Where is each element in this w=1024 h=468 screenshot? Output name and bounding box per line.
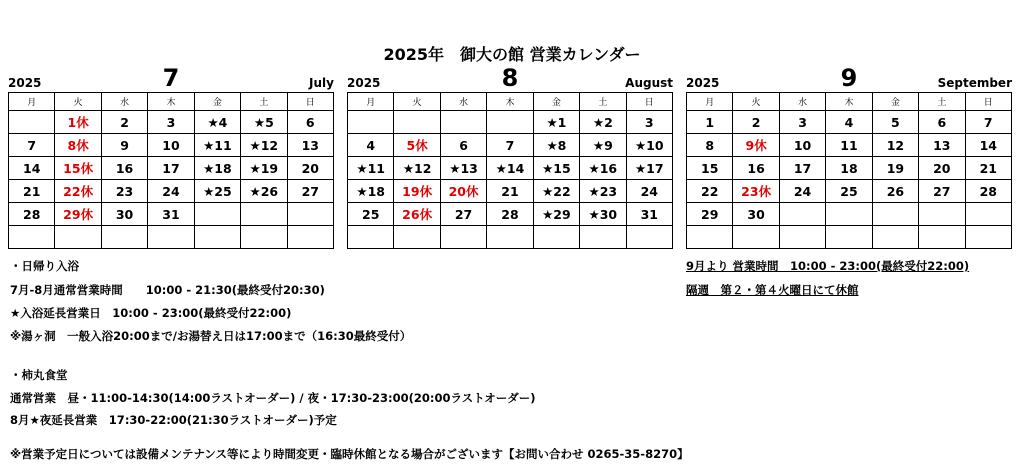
calendar-empty-cell xyxy=(826,203,872,226)
calendar-day-cell: 24 xyxy=(626,180,672,203)
bath-extended-hours: ★入浴延長営業日 10:00 - 23:00(最終受付22:00) xyxy=(10,306,292,320)
calendar-day-cell: 31 xyxy=(148,203,194,226)
calendar-day-cell: 27 xyxy=(440,203,486,226)
calendar-empty-cell xyxy=(487,111,533,134)
calendar-day-cell: 8 xyxy=(687,134,733,157)
calendar-empty-cell xyxy=(919,226,965,249)
bath-note: ※湯ヶ洞 一般入浴20:00まで/お湯替え日は17:00まで（16:30最終受付） xyxy=(10,329,412,343)
calendar-day-cell: 24 xyxy=(148,180,194,203)
calendar-month-number: 7 xyxy=(162,64,180,92)
calendar-day-cell: 21 xyxy=(965,157,1011,180)
calendar-closed-day-cell: 19休 xyxy=(394,180,440,203)
calendar-week-row xyxy=(9,134,334,157)
calendar-day-cell: 20 xyxy=(919,157,965,180)
calendar-day-cell: 17 xyxy=(779,157,825,180)
calendar-empty-cell xyxy=(872,226,918,249)
calendar-week-row xyxy=(687,157,1012,180)
calendar-grid xyxy=(8,92,334,249)
calendar-day-cell: 6 xyxy=(440,134,486,157)
calendar-empty-cell xyxy=(9,111,55,134)
calendar-empty-cell xyxy=(348,226,394,249)
calendar-day-cell: ★2 xyxy=(580,111,626,134)
calendar-week-row xyxy=(9,180,334,203)
calendar-empty-cell xyxy=(348,111,394,134)
weekday-header-row xyxy=(348,93,673,111)
calendar-empty-cell xyxy=(241,203,287,226)
calendar-day-cell: 12 xyxy=(872,134,918,157)
calendar-day-cell: 18 xyxy=(826,157,872,180)
calendar-day-cell: 14 xyxy=(965,134,1011,157)
calendar-day-cell: 27 xyxy=(919,180,965,203)
calendar-day-cell: 3 xyxy=(148,111,194,134)
calendar-day-cell: 5 xyxy=(872,111,918,134)
calendar-day-cell: ★19 xyxy=(241,157,287,180)
calendar-year: 2025 xyxy=(347,76,381,90)
calendar-day-cell: ★9 xyxy=(580,134,626,157)
calendar-header xyxy=(686,66,1012,92)
weekday-label: 日 xyxy=(287,93,333,111)
calendar-day-cell: 23 xyxy=(101,180,147,203)
calendar-day-cell: ★1 xyxy=(533,111,579,134)
calendar-closed-day-cell: 20休 xyxy=(440,180,486,203)
weekday-label: 月 xyxy=(9,93,55,111)
calendar-day-cell: 4 xyxy=(826,111,872,134)
calendar-day-cell: ★25 xyxy=(194,180,240,203)
weekday-label: 土 xyxy=(919,93,965,111)
calendar-week-row xyxy=(687,180,1012,203)
calendar-empty-cell xyxy=(533,226,579,249)
weekday-label: 火 xyxy=(394,93,440,111)
calendar-day-cell: 7 xyxy=(965,111,1011,134)
calendar-closed-day-cell: 26休 xyxy=(394,203,440,226)
calendar-day-cell: 29 xyxy=(687,203,733,226)
calendar-day-cell: 28 xyxy=(9,203,55,226)
calendar-grid xyxy=(347,92,673,249)
calendar-day-cell: ★29 xyxy=(533,203,579,226)
calendar-empty-cell xyxy=(733,226,779,249)
calendar-closed-day-cell: 1休 xyxy=(55,111,101,134)
calendar-day-cell: ★18 xyxy=(194,157,240,180)
calendar-day-cell: 16 xyxy=(101,157,147,180)
weekday-header-row xyxy=(687,93,1012,111)
weekday-label: 水 xyxy=(440,93,486,111)
calendar-empty-cell xyxy=(55,226,101,249)
weekday-label: 水 xyxy=(101,93,147,111)
calendar-day-cell: 19 xyxy=(872,157,918,180)
calendar-closed-day-cell: 5休 xyxy=(394,134,440,157)
calendar-day-cell: 2 xyxy=(101,111,147,134)
calendar-week-row xyxy=(348,203,673,226)
calendar-day-cell: 26 xyxy=(872,180,918,203)
calendar-empty-cell xyxy=(241,226,287,249)
calendar-day-cell: 13 xyxy=(287,134,333,157)
calendar-header xyxy=(347,66,673,92)
calendar-day-cell: ★23 xyxy=(580,180,626,203)
calendar-day-cell: ★16 xyxy=(580,157,626,180)
calendar-day-cell: 28 xyxy=(487,203,533,226)
calendar-empty-cell xyxy=(687,226,733,249)
calendar-day-cell: 3 xyxy=(779,111,825,134)
calendar-day-cell: 20 xyxy=(287,157,333,180)
calendar-empty-cell xyxy=(779,203,825,226)
bath-heading: ・日帰り入浴 xyxy=(10,259,79,273)
calendar-day-cell: 17 xyxy=(148,157,194,180)
calendar-day-cell: 4 xyxy=(348,134,394,157)
calendar-month-name: September xyxy=(937,76,1012,90)
calendar-august xyxy=(347,66,673,249)
calendar-week-row xyxy=(9,157,334,180)
calendar-empty-cell xyxy=(9,226,55,249)
calendar-day-cell: 11 xyxy=(826,134,872,157)
calendar-day-cell: 2 xyxy=(733,111,779,134)
calendar-day-cell: 22 xyxy=(687,180,733,203)
calendar-grid xyxy=(686,92,1012,249)
calendar-week-row xyxy=(687,111,1012,134)
calendar-empty-cell xyxy=(626,226,672,249)
calendar-day-cell: 13 xyxy=(919,134,965,157)
calendar-day-cell: 21 xyxy=(9,180,55,203)
calendar-week-row xyxy=(9,226,334,249)
weekday-header-row xyxy=(9,93,334,111)
calendar-day-cell: ★11 xyxy=(348,157,394,180)
page-title: 2025年 御大の館 営業カレンダー xyxy=(383,45,641,64)
calendar-month-name: August xyxy=(625,76,673,90)
calendar-empty-cell xyxy=(580,226,626,249)
calendar-day-cell: 1 xyxy=(687,111,733,134)
calendar-july xyxy=(8,66,334,249)
calendar-day-cell: ★30 xyxy=(580,203,626,226)
calendar-day-cell: 10 xyxy=(148,134,194,157)
weekday-label: 月 xyxy=(348,93,394,111)
calendar-day-cell: ★11 xyxy=(194,134,240,157)
calendar-year: 2025 xyxy=(686,76,720,90)
calendar-empty-cell xyxy=(440,111,486,134)
calendar-header xyxy=(8,66,334,92)
calendar-september xyxy=(686,66,1012,249)
calendar-day-cell: 30 xyxy=(101,203,147,226)
weekday-label: 金 xyxy=(533,93,579,111)
calendar-empty-cell xyxy=(965,203,1011,226)
calendar-empty-cell xyxy=(394,226,440,249)
calendar-day-cell: 30 xyxy=(733,203,779,226)
calendar-day-cell: ★12 xyxy=(241,134,287,157)
calendar-closed-day-cell: 22休 xyxy=(55,180,101,203)
calendar-day-cell: 6 xyxy=(287,111,333,134)
calendar-empty-cell xyxy=(287,226,333,249)
calendar-empty-cell xyxy=(919,203,965,226)
weekday-label: 水 xyxy=(779,93,825,111)
calendar-day-cell: ★17 xyxy=(626,157,672,180)
september-closing-note: 隔週 第２・第４火曜日にて休館 xyxy=(686,283,859,297)
calendar-week-row xyxy=(348,226,673,249)
weekday-label: 日 xyxy=(965,93,1011,111)
calendar-day-cell: ★13 xyxy=(440,157,486,180)
calendar-day-cell: ★5 xyxy=(241,111,287,134)
calendar-week-row xyxy=(9,203,334,226)
weekday-label: 金 xyxy=(872,93,918,111)
calendar-empty-cell xyxy=(965,226,1011,249)
calendar-day-cell: 14 xyxy=(9,157,55,180)
calendar-empty-cell xyxy=(394,111,440,134)
calendar-closed-day-cell: 23休 xyxy=(733,180,779,203)
calendar-empty-cell xyxy=(148,226,194,249)
calendar-day-cell: ★18 xyxy=(348,180,394,203)
weekday-label: 月 xyxy=(687,93,733,111)
calendar-year: 2025 xyxy=(8,76,42,90)
weekday-label: 日 xyxy=(626,93,672,111)
calendar-day-cell: ★14 xyxy=(487,157,533,180)
bath-regular-hours: 7月-8月通常営業時間 10:00 - 21:30(最終受付20:30) xyxy=(10,283,325,297)
calendar-week-row xyxy=(687,134,1012,157)
weekday-label: 木 xyxy=(826,93,872,111)
calendar-day-cell: 25 xyxy=(348,203,394,226)
calendar-closed-day-cell: 15休 xyxy=(55,157,101,180)
calendar-week-row xyxy=(348,180,673,203)
calendar-week-row xyxy=(9,111,334,134)
weekday-label: 火 xyxy=(55,93,101,111)
calendar-empty-cell xyxy=(779,226,825,249)
dining-extended-hours: 8月★夜延長営業 17:30-22:00(21:30ラストオーダー)予定 xyxy=(10,413,337,427)
calendar-week-row xyxy=(687,203,1012,226)
dining-regular-hours: 通常営業 昼・11:00-14:30(14:00ラストオーダー) / 夜・17:30-23:00(20:00ラストオーダー) xyxy=(10,391,536,405)
calendar-empty-cell xyxy=(194,203,240,226)
calendar-day-cell: 7 xyxy=(487,134,533,157)
calendar-day-cell: 15 xyxy=(687,157,733,180)
weekday-label: 金 xyxy=(194,93,240,111)
weekday-label: 木 xyxy=(148,93,194,111)
calendar-month-name: July xyxy=(309,76,334,90)
calendar-day-cell: 10 xyxy=(779,134,825,157)
calendar-day-cell: ★22 xyxy=(533,180,579,203)
calendar-day-cell: ★10 xyxy=(626,134,672,157)
calendar-day-cell: 28 xyxy=(965,180,1011,203)
calendar-empty-cell xyxy=(101,226,147,249)
calendar-week-row xyxy=(348,157,673,180)
weekday-label: 土 xyxy=(241,93,287,111)
weekday-label: 火 xyxy=(733,93,779,111)
calendar-day-cell: 6 xyxy=(919,111,965,134)
calendar-day-cell: 31 xyxy=(626,203,672,226)
footer-note: ※営業予定日については設備メンテナンス等により時間変更・臨時休館となる場合がございます【お問い合わせ 0265-35-8270】 xyxy=(10,447,689,461)
calendar-closed-day-cell: 29休 xyxy=(55,203,101,226)
calendar-empty-cell xyxy=(826,226,872,249)
calendar-day-cell: 7 xyxy=(9,134,55,157)
calendar-day-cell: 25 xyxy=(826,180,872,203)
calendar-day-cell: ★15 xyxy=(533,157,579,180)
calendar-empty-cell xyxy=(287,203,333,226)
calendar-week-row xyxy=(348,111,673,134)
calendar-closed-day-cell: 8休 xyxy=(55,134,101,157)
calendar-month-number: 8 xyxy=(501,64,519,92)
calendar-week-row xyxy=(348,134,673,157)
calendar-day-cell: 27 xyxy=(287,180,333,203)
dining-heading: ・柿丸食堂 xyxy=(10,368,68,382)
calendar-day-cell: 9 xyxy=(101,134,147,157)
calendar-day-cell: 24 xyxy=(779,180,825,203)
calendar-day-cell: ★26 xyxy=(241,180,287,203)
calendar-day-cell: 16 xyxy=(733,157,779,180)
weekday-label: 木 xyxy=(487,93,533,111)
calendar-day-cell: ★12 xyxy=(394,157,440,180)
calendar-closed-day-cell: 9休 xyxy=(733,134,779,157)
calendar-month-number: 9 xyxy=(840,64,858,92)
weekday-label: 土 xyxy=(580,93,626,111)
calendar-empty-cell xyxy=(487,226,533,249)
calendar-empty-cell xyxy=(872,203,918,226)
calendar-day-cell: ★4 xyxy=(194,111,240,134)
calendar-empty-cell xyxy=(194,226,240,249)
calendar-day-cell: 21 xyxy=(487,180,533,203)
calendar-week-row xyxy=(687,226,1012,249)
calendar-empty-cell xyxy=(440,226,486,249)
calendar-day-cell: 3 xyxy=(626,111,672,134)
calendar-day-cell: ★8 xyxy=(533,134,579,157)
september-hours: 9月より 営業時間 10:00 - 23:00(最終受付22:00) xyxy=(686,259,970,273)
